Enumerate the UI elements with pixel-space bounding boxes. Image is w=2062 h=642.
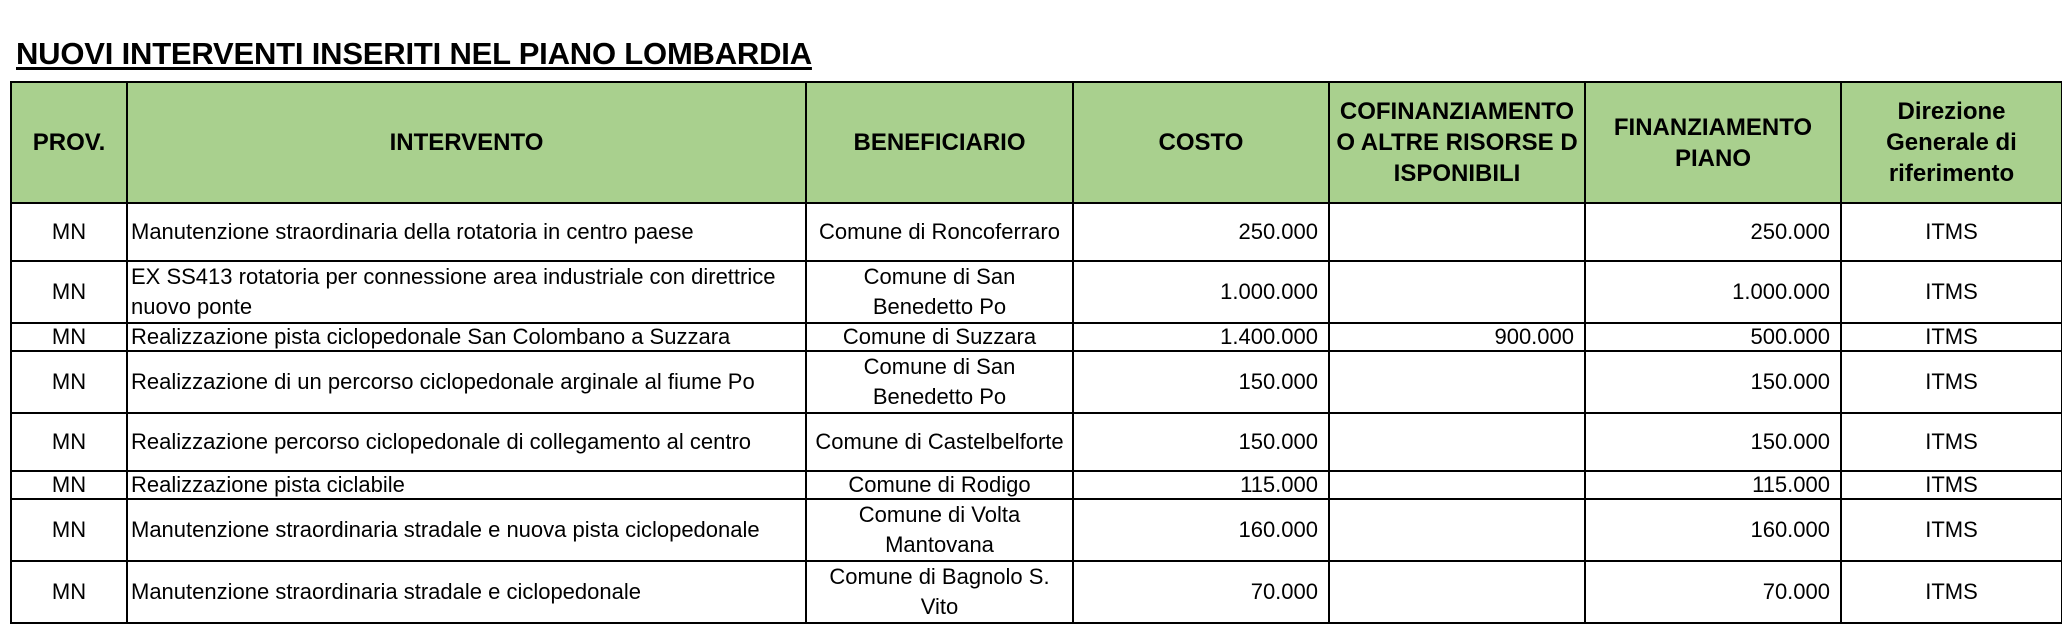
cell-intervento: Realizzazione pista ciclopedonale San Colombano a Suzzara [127, 323, 806, 351]
cell-finanziamento: 115.000 [1585, 471, 1841, 499]
cell-cofinanziamento [1329, 261, 1585, 323]
cell-direzione: ITMS [1841, 323, 2062, 351]
header-beneficiario: BENEFICIARIO [806, 82, 1073, 203]
cell-finanziamento: 500.000 [1585, 323, 1841, 351]
header-finanziamento: FINANZIAMENTO PIANO [1585, 82, 1841, 203]
header-cofinanziamento: COFINANZIAMENTO O ALTRE RISORSE DISPONIBILI [1329, 82, 1585, 203]
cell-direzione: ITMS [1841, 413, 2062, 471]
table-row [11, 323, 2062, 351]
cell-direzione: ITMS [1841, 471, 2062, 499]
cell-beneficiario: Comune di Castelbelforte [806, 413, 1073, 471]
cell-finanziamento: 70.000 [1585, 561, 1841, 623]
cell-prov: MN [11, 203, 127, 261]
cell-prov: MN [11, 471, 127, 499]
cell-beneficiario: Comune di Rodigo [806, 471, 1073, 499]
cell-finanziamento: 150.000 [1585, 413, 1841, 471]
cell-direzione: ITMS [1841, 561, 2062, 623]
cell-costo: 150.000 [1073, 413, 1329, 471]
cell-direzione: ITMS [1841, 261, 2062, 323]
cell-costo: 150.000 [1073, 351, 1329, 413]
cell-cofinanziamento [1329, 351, 1585, 413]
header-costo: COSTO [1073, 82, 1329, 203]
cell-intervento: Realizzazione percorso ciclopedonale di collegamento al centro [127, 413, 806, 471]
cell-prov: MN [11, 351, 127, 413]
cell-finanziamento: 1.000.000 [1585, 261, 1841, 323]
cell-beneficiario: Comune di Roncoferraro [806, 203, 1073, 261]
table-row [11, 499, 2062, 561]
table-header-row [11, 82, 2062, 203]
cell-cofinanziamento: 900.000 [1329, 323, 1585, 351]
cell-costo: 250.000 [1073, 203, 1329, 261]
cell-costo: 115.000 [1073, 471, 1329, 499]
cell-beneficiario: Comune di San Benedetto Po [806, 351, 1073, 413]
cell-beneficiario: Comune di Volta Mantovana [806, 499, 1073, 561]
cell-cofinanziamento [1329, 471, 1585, 499]
cell-costo: 1.400.000 [1073, 323, 1329, 351]
cell-prov: MN [11, 561, 127, 623]
cell-direzione: ITMS [1841, 351, 2062, 413]
table-row [11, 261, 2062, 323]
cell-intervento: Manutenzione straordinaria della rotatoria in centro paese [127, 203, 806, 261]
cell-cofinanziamento [1329, 203, 1585, 261]
cell-costo: 160.000 [1073, 499, 1329, 561]
cell-beneficiario: Comune di San Benedetto Po [806, 261, 1073, 323]
cell-beneficiario: Comune di Bagnolo S. Vito [806, 561, 1073, 623]
cell-prov: MN [11, 261, 127, 323]
cell-cofinanziamento [1329, 499, 1585, 561]
cell-cofinanziamento [1329, 561, 1585, 623]
cell-finanziamento: 150.000 [1585, 351, 1841, 413]
cell-finanziamento: 250.000 [1585, 203, 1841, 261]
table-row [11, 471, 2062, 499]
header-intervento: INTERVENTO [127, 82, 806, 203]
table-row [11, 561, 2062, 623]
cell-direzione: ITMS [1841, 203, 2062, 261]
cell-prov: MN [11, 323, 127, 351]
page-title: NUOVI INTERVENTI INSERITI NEL PIANO LOMBARDIA [16, 36, 812, 71]
cell-costo: 70.000 [1073, 561, 1329, 623]
cell-intervento: Manutenzione straordinaria stradale e nuova pista ciclopedonale [127, 499, 806, 561]
cell-direzione: ITMS [1841, 499, 2062, 561]
cell-prov: MN [11, 499, 127, 561]
cell-cofinanziamento [1329, 413, 1585, 471]
cell-intervento: Realizzazione pista ciclabile [127, 471, 806, 499]
header-prov: PROV. [11, 82, 127, 203]
cell-intervento: Realizzazione di un percorso ciclopedonale arginale al fiume Po [127, 351, 806, 413]
cell-beneficiario: Comune di Suzzara [806, 323, 1073, 351]
cell-costo: 1.000.000 [1073, 261, 1329, 323]
cell-prov: MN [11, 413, 127, 471]
cell-finanziamento: 160.000 [1585, 499, 1841, 561]
table-row [11, 351, 2062, 413]
table-row [11, 413, 2062, 471]
table-row [11, 203, 2062, 261]
cell-intervento: EX SS413 rotatoria per connessione area industriale con direttrice nuovo ponte [127, 261, 806, 323]
header-direzione: Direzione Generale di riferimento [1841, 82, 2062, 203]
cell-intervento: Manutenzione straordinaria stradale e ciclopedonale [127, 561, 806, 623]
interventi-table [10, 81, 2062, 624]
